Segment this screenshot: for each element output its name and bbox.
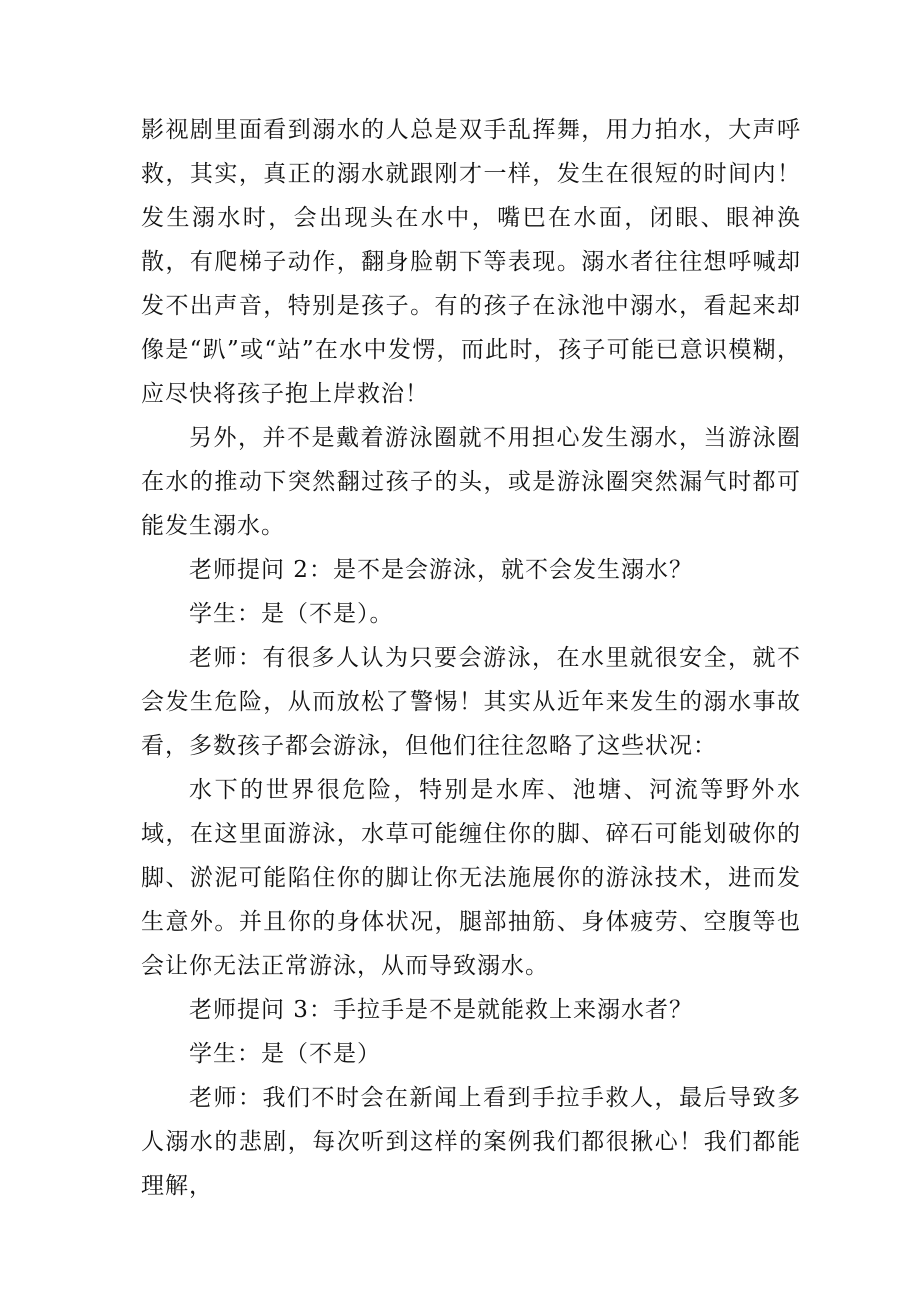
paragraph-underwater-dangers: 水下的世界很危险，特别是水库、池塘、河流等野外水域，在这里面游泳，水草可能缠住你的脚、碎石可能划破你的脚、淤泥可能陷住你的脚让你无法施展你的游泳技术，进而发生意外。并且你的身体状况，腿部抽筋、身体疲劳、空腹等也会让你无法正常游泳，从而导致溺水。 (141, 777, 801, 979)
paragraph-teacher-response-2: 老师：有很多人认为只要会游泳，在水里就很安全，就不会发生危险，从而放松了警惕！其实从近年来发生的溺水事故看，多数孩子都会游泳，但他们往往忽略了这些状况： (141, 645, 801, 759)
paragraph-swim-ring: 另外，并不是戴着游泳圈就不用担心发生溺水，当游泳圈在水的推动下突然翻过孩子的头，或是游泳圈突然漏气时都可能发生溺水。 (141, 425, 801, 539)
paragraph-student-answer-2: 学生：是（不是）。 (189, 601, 394, 627)
document-body (141, 108, 801, 1208)
paragraph-teacher-question-2: 老师提问 2：是不是会游泳，就不会发生溺水？ (189, 557, 693, 583)
paragraph-teacher-question-3: 老师提问 3：手拉手是不是就能救上来溺水者？ (189, 997, 693, 1023)
paragraph-student-answer-3: 学生：是（不是） (189, 1041, 381, 1067)
paragraph-drowning-signs: 影视剧里面看到溺水的人总是双手乱挥舞，用力拍水，大声呼救，其实，真正的溺水就跟刚才一样，发生在很短的时间内！发生溺水时，会出现头在水中，嘴巴在水面，闭眼、眼神涣散，有爬梯子动作，翻身脸朝下等表现。溺水者往往想呼喊却发不出声音，特别是孩子。有的孩子在泳池中溺水，看起来却像是“趴”或“站”在水中发愣，而此时，孩子可能已意识模糊，应尽快将孩子抱上岸救治！ (141, 117, 801, 407)
paragraph-teacher-response-3: 老师：我们不时会在新闻上看到手拉手救人，最后导致多人溺水的悲剧，每次听到这样的案例我们都很揪心！我们都能理解， (141, 1085, 801, 1199)
